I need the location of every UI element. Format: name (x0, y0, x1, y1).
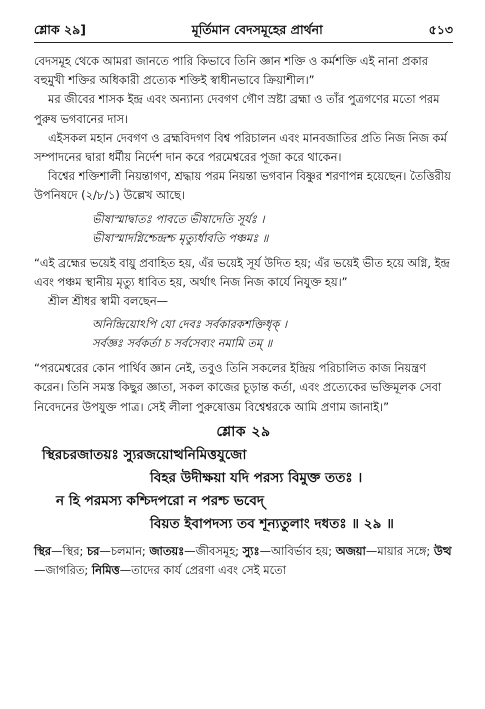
gloss-word: উত্থ (433, 544, 452, 559)
gloss-word: জাতয়ঃ (149, 544, 185, 559)
verse-line: সর্বজ্ঞঃ সর্বকর্তা চ সর্বসেব্যং নমামি তম্ ॥ (92, 336, 273, 351)
sloka-line: বিহর উদীক্ষয়া যদি পরস্য বিমুক্ত ততঃ । (150, 470, 363, 487)
sloka-text (34, 444, 453, 536)
sloka-heading: শ্লোক ২৯ (216, 423, 271, 440)
sloka-line: স্থিরচরজাতয়ঃ স্যুরজয়োত্থনিমিত্তযুজো (42, 447, 247, 464)
gloss-meaning: —স্থির; (51, 544, 87, 559)
header-rule (34, 42, 453, 43)
gloss-word: অজয়া (335, 544, 366, 559)
paragraph: মর জীবের শাসক ইন্দ্র এবং অন্যান্য দেবগণ গৌণ স্রষ্টা ব্রহ্মা ও তাঁর পুত্রগণের মতো পরম পুরুষ ভগবানের দাস। (34, 92, 440, 126)
verse-translation: “এই ব্রহ্মের ভয়েই বায়ু প্রবাহিত হয়, এঁর ভয়েই সূর্য উদিত হয়; এঁর ভয়েই ভীত হয়ে অগ্নি, ইন্দ্র এবং পঞ্চম স্থানীয় মৃত্যু ধাবিত হয়, অর্থাৎ নিজ নিজ কার্যে নিযুক্ত হয়।” (34, 255, 450, 289)
verse-line: ভীষাস্মাদ্বাতঃ পাবতে ভীষাদেতি সূর্যঃ । (92, 211, 265, 226)
verse-line: অনিন্দ্রিয়োঽপি যো দেবঃ সর্বকারকশক্তিধৃক্ । (92, 317, 288, 332)
sloka-line: বিয়ত ইবাপদস্য তব শূন্যতুলাং দধতঃ ॥ ২৯ ॥ (150, 516, 394, 533)
page-number: ৫১৩ (428, 22, 453, 37)
paragraph: বিশ্বের শক্তিশালী নিয়ন্তাগণ, শ্রদ্ধায় পরম নিয়ন্তা ভগবান বিষ্ণুর শরণাপন্ন হয়েছেন। তৈত্তিরীয় উপনিষদে (২/৮/১) উল্লেখ আছে। (34, 169, 451, 203)
gloss-word: স্থির (34, 544, 52, 559)
gloss-meaning: —তাদের কার্য প্রেরণা এবং সেই মতো (119, 563, 287, 578)
page-header (34, 18, 453, 42)
paragraph: এইসকল মহান দেবগণ ও ব্রহ্মবিদগণ বিশ্ব পরিচালন এবং মানবজাতির প্রতি নিজ নিজ কর্ম সম্পাদনের দ্বারা ধর্মীয় নির্দেশ দান করে পরমেশ্বরের পূজা করে থাকেন। (34, 130, 447, 165)
attribution: শ্রীল শ্রীধর স্বামী বলছেন— (48, 294, 169, 309)
gloss-word: স্যুঃ (242, 544, 260, 559)
word-gloss (34, 542, 453, 580)
gloss-meaning: —চলমান; (99, 544, 150, 559)
verse-line: ভীষাস্মাদগ্নিশ্চেন্দ্রশ্চ মৃত্যুর্ধাবতি পঞ্চমঃ ॥ (92, 230, 269, 245)
page-body (34, 52, 453, 580)
header-verse-ref: শ্লোক ২৯] (34, 22, 86, 37)
gloss-meaning: —জীবসমূহ; (184, 544, 243, 559)
quoted-verse (34, 210, 453, 248)
gloss-meaning: —জাগরিত; (34, 563, 92, 578)
sloka-line: ন হি পরমস্য কশ্চিদপরো ন পরশ্চ ভবেদ্ (56, 493, 265, 510)
gloss-meaning: —মায়ার সঙ্গে; (365, 544, 434, 559)
quoted-verse (34, 315, 453, 353)
paragraph: বেদসমূহ থেকে আমরা জানতে পারি কিভাবে তিনি জ্ঞান শক্তি ও কর্মশক্তি এই নানা প্রকার বহুমুখী শক্তির অধিকারী প্রত্যেক শক্তিই স্বাধীনভাবে ক্রিয়াশীল।” (34, 54, 428, 88)
gloss-word: চর (87, 544, 100, 559)
gloss-meaning: —আবির্ভাব হয়; (259, 544, 336, 559)
verse-translation: “পরমেশ্বরের কোন পার্থিব জ্ঞান নেই, তবুও তিনি সকলের ইন্দ্রিয় পরিচালিত কাজ নিয়ন্ত্রণ করেন। তিনি সমস্ত কিছুর জ্ঞাতা, সকল কাজের চূড়ান্ত কর্তা, এবং প্রত্যেকের ভক্তিমূলক সেবা নিবেদনের উপযুক্ত পাত্র। সেই লীলা পুরুষোত্তম বিশ্বেশ্বরকে আমি প্রণাম জানাই।” (34, 361, 442, 414)
gloss-word: নিমিত্ত (91, 563, 120, 578)
header-chapter-title: মূর্তিমান বেদসমূহের প্রার্থনা (191, 22, 323, 37)
